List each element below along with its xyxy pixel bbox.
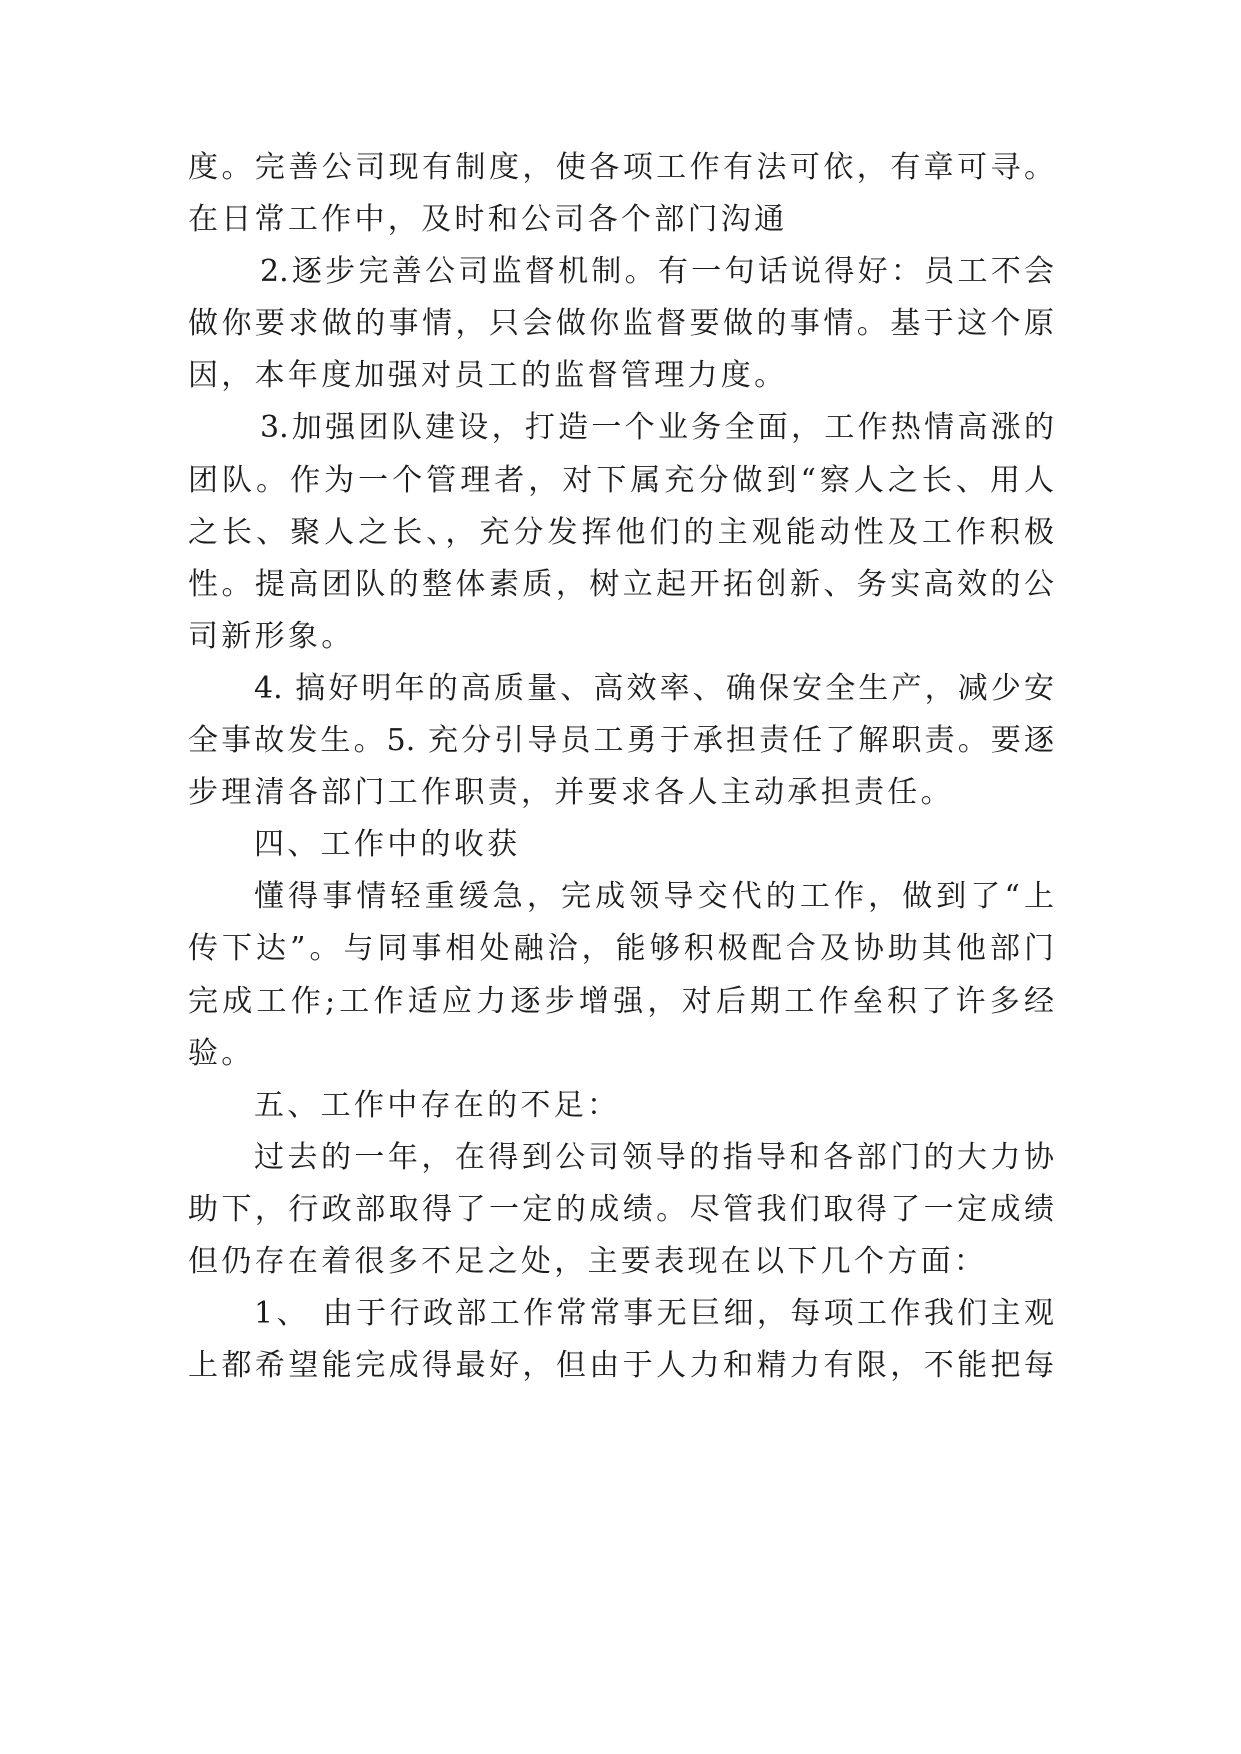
section-heading: 四、工作中的收获 — [254, 827, 521, 863]
text-line: 完成工作;工作适应力逐步增强，对后期工作垒积了许多经 — [188, 983, 1054, 1019]
text-line: 3.加强团队建设，打造一个业务全面，工作热情高涨的 — [260, 410, 1054, 446]
text-line: 全事故发生。5. 充分引导员工勇于承担责任了解职责。要逐 — [188, 723, 1054, 759]
text-line: 做你要求做的事情，只会做你监督要做的事情。基于这个原 — [188, 306, 1054, 342]
text-line: 过去的一年，在得到公司领导的指导和各部门的大力协 — [254, 1139, 1054, 1175]
paragraph-gains — [188, 871, 1054, 1079]
paragraph-item-2 — [188, 246, 1054, 402]
document-body — [188, 142, 1054, 1392]
text-line: 团队。作为一个管理者，对下属充分做到“察人之长、用人 — [188, 462, 1054, 498]
text-line: 度。完善公司现有制度，使各项工作有法可依，有章可寻。 — [188, 150, 1054, 185]
text-line: 但仍存在着很多不足之处，主要表现在以下几个方面： — [188, 1243, 988, 1279]
text-line: 上都希望能完成得最好，但由于人力和精力有限，不能把每 — [188, 1348, 1054, 1384]
paragraph-shortcomings-intro — [188, 1132, 1054, 1288]
text-line: 司新形象。 — [188, 618, 355, 654]
section-heading: 五、工作中存在的不足： — [254, 1087, 621, 1123]
section-heading-gains — [188, 819, 1054, 871]
text-line: 在日常工作中，及时和公司各个部门沟通 — [188, 202, 788, 238]
paragraph-item-3 — [188, 402, 1054, 662]
text-line: 懂得事情轻重缓急，完成领导交代的工作，做到了“上 — [254, 879, 1054, 915]
text-line: 助下，行政部取得了一定的成绩。尽管我们取得了一定成绩 — [188, 1191, 1054, 1227]
text-line: 传下达”。与同事相处融洽，能够积极配合及协助其他部门 — [188, 931, 1054, 967]
section-heading-shortcomings — [188, 1080, 1054, 1132]
text-line: 之长、聚人之长、，充分发挥他们的主观能动性及工作积极 — [188, 514, 1054, 550]
text-line: 因，本年度加强对员工的监督管理力度。 — [188, 358, 788, 394]
text-line: 验。 — [188, 1035, 255, 1071]
text-line: 性。提高团队的整体素质，树立起开拓创新、务实高效的公 — [188, 566, 1054, 602]
text-line: 4. 搞好明年的高质量、高效率、确保安全生产，减少安 — [254, 670, 1054, 706]
paragraph-shortcoming-1 — [188, 1288, 1054, 1392]
text-line: 2.逐步完善公司监督机制。有一句话说得好：员工不会 — [260, 254, 1054, 290]
text-line: 步理清各部门工作职责，并要求各人主动承担责任。 — [188, 775, 954, 811]
paragraph-continuation — [188, 142, 1054, 246]
text-line: 1、 由于行政部工作常常事无巨细，每项工作我们主观 — [254, 1296, 1054, 1332]
paragraph-item-4 — [188, 663, 1054, 819]
